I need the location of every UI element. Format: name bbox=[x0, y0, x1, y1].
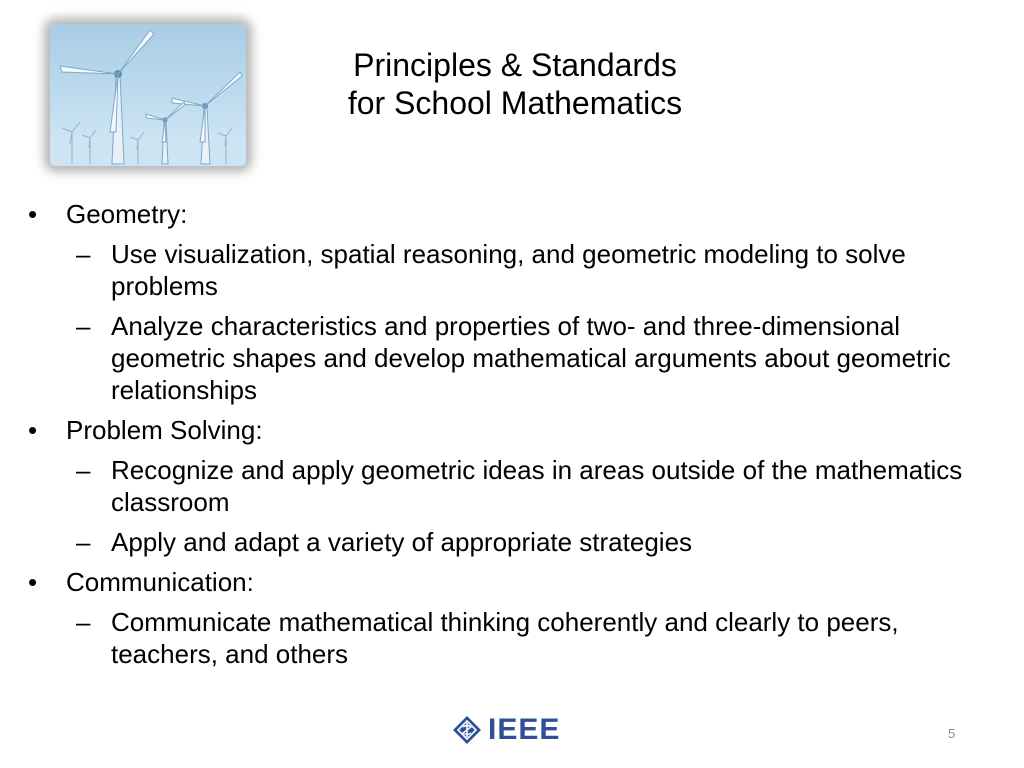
sub-bullet-problem-solving-1 bbox=[28, 454, 998, 518]
dash-marker: – bbox=[76, 455, 91, 485]
bullet-marker: • bbox=[28, 415, 38, 445]
ieee-diamond-icon bbox=[452, 715, 482, 745]
bullet-heading: Problem Solving: bbox=[66, 415, 263, 445]
bullet-heading: Communication: bbox=[66, 567, 254, 597]
sub-bullet-communication-1 bbox=[28, 606, 998, 670]
bullet-problem-solving bbox=[28, 414, 998, 446]
sub-bullet-problem-solving-2 bbox=[28, 526, 998, 558]
sub-bullet-text: Communicate mathematical thinking coherently and clearly to peers, teachers, and others bbox=[111, 607, 899, 669]
sub-bullet-geometry-2 bbox=[28, 310, 998, 406]
slide-body bbox=[28, 198, 998, 678]
bullet-marker: • bbox=[28, 567, 38, 597]
ieee-logo-text: IEEE bbox=[488, 713, 561, 746]
wind-turbines-illustration bbox=[50, 24, 246, 166]
slide-title bbox=[260, 46, 770, 122]
sub-bullet-text: Apply and adapt a variety of appropriate strategies bbox=[111, 527, 693, 557]
ieee-logo bbox=[452, 710, 576, 750]
sub-bullet-text: Recognize and apply geometric ideas in areas outside of the mathematics classroom bbox=[111, 455, 963, 517]
bullet-geometry bbox=[28, 198, 998, 230]
sub-bullet-text: Use visualization, spatial reasoning, and geometric modeling to solve problems bbox=[111, 239, 906, 301]
slide-title-line-1: Principles & Standards bbox=[353, 47, 677, 83]
dash-marker: – bbox=[76, 607, 91, 637]
dash-marker: – bbox=[76, 527, 91, 557]
dash-marker: – bbox=[76, 311, 91, 341]
sub-bullet-geometry-1 bbox=[28, 238, 998, 302]
sub-bullet-text: Analyze characteristics and properties of two- and three-dimensional geometric shapes and develop mathematical arguments about geometric relationships bbox=[111, 311, 951, 405]
bullet-communication bbox=[28, 566, 998, 598]
bullet-marker: • bbox=[28, 199, 38, 229]
page-number: 5 bbox=[948, 726, 956, 741]
bullet-heading: Geometry: bbox=[66, 199, 188, 229]
slide-title-line-2: for School Mathematics bbox=[347, 85, 683, 121]
wind-turbines-image bbox=[50, 24, 246, 166]
dash-marker: – bbox=[76, 239, 91, 269]
